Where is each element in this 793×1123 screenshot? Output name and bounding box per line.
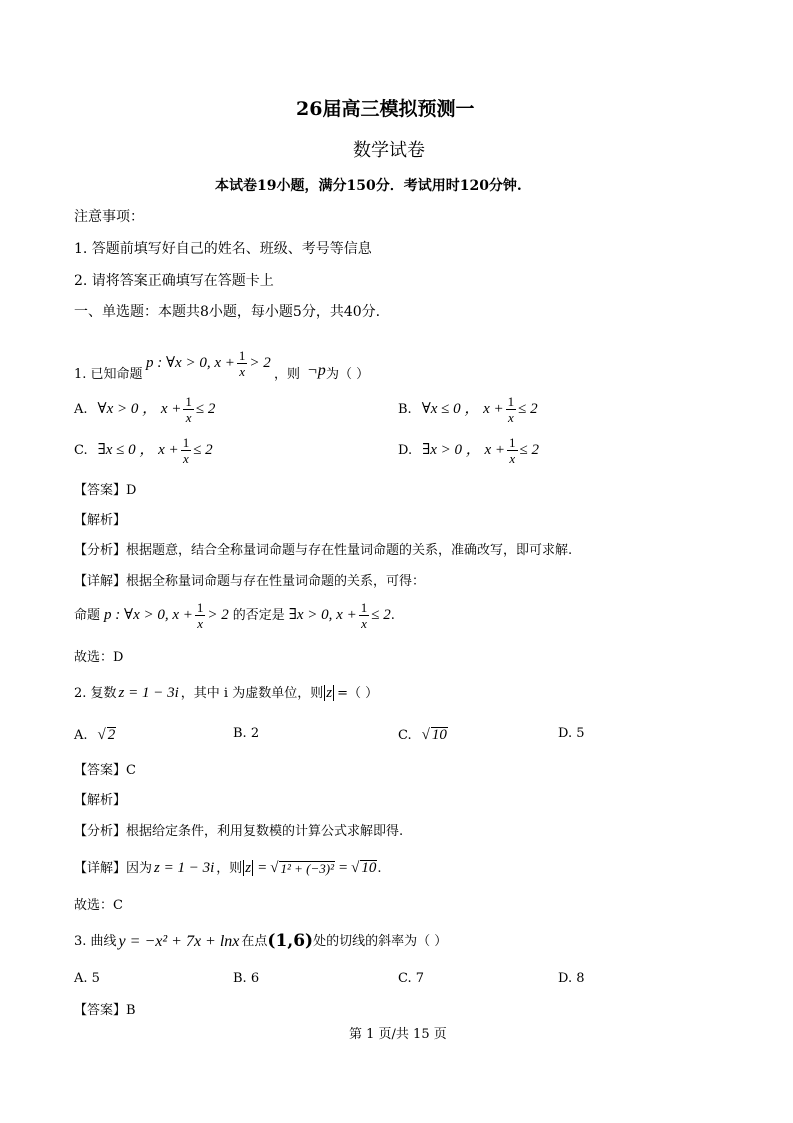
q1-choose: 故选：D (74, 650, 124, 665)
q1-xiangjie: 【详解】根据全称量词命题与存在性量词命题的关系，可得： (74, 574, 426, 589)
q1-option-b[interactable]: B. ∀x ≤ 0 ， x + $\frac{1}{x}$ ≤ 2 (398, 394, 538, 425)
q3-option-d[interactable]: D. 8 (558, 971, 585, 986)
q3-option-a[interactable]: A. 5 (74, 971, 100, 986)
fraction: $\frac{1}{x}$ (507, 394, 515, 425)
notice-item-1: 1. 答题前填写好自己的姓名、班级、考号等信息 (74, 241, 372, 257)
q2-analysis-label: 【解析】 (74, 793, 127, 808)
q1-stem-mid: ，则 (274, 367, 301, 382)
q2-answer: 【答案】C (74, 763, 136, 778)
q1-stem-prefix: 1. 已知命题 (74, 367, 143, 382)
q1-p-tail: > 2 (249, 355, 271, 371)
q2-xiangjie: 【详解】因为 z = 1 − 3i ，则 z = √ 1² + (−3)² = √ 10 . (74, 859, 382, 876)
section-heading: 一、单选题：本题共8小题，每小题5分，共40分. (74, 304, 381, 320)
fraction: $\frac{1}{x}$ (509, 435, 516, 466)
q1-analysis-label: 【解析】 (74, 513, 127, 528)
fraction: $\frac{1}{x}$ (182, 435, 190, 466)
question-2-stem: 2. 复数 z = 1 − 3i ，其中 i 为虚数单位，则 z =（ ） (74, 684, 379, 701)
q2-option-b[interactable]: B. 2 (233, 726, 260, 741)
q1-answer: 【答案】D (74, 483, 137, 498)
q2-choose: 故选：C (74, 898, 123, 913)
q1-proposition (146, 349, 271, 378)
q2-option-c[interactable]: C. √ 10 (398, 726, 447, 743)
q1-stem-end: 为（ ） (326, 367, 370, 382)
q3-option-b[interactable]: B. 6 (233, 971, 260, 986)
q2-option-a[interactable]: A. √ 2 (74, 726, 116, 743)
q2-fenxi: 【分析】根据给定条件，利用复数模的计算公式求解即得. (74, 824, 404, 839)
notice-heading: 注意事项： (74, 209, 144, 225)
question-3-stem: 3. 曲线 y = −x² + 7x + lnx 在点 (1,6) 处的切线的斜率为（ ） (74, 931, 448, 951)
page-footer: 第 1 页/共 15 页 (349, 1027, 447, 1042)
notice-item-2: 2. 请将答案正确填写在答题卡上 (74, 273, 274, 289)
q2-option-d[interactable]: D. 5 (558, 726, 585, 741)
fraction: $\frac{1}{x}$ (196, 600, 204, 631)
q1-option-c[interactable]: C. ∃x ≤ 0 ， x + $\frac{1}{x}$ ≤ 2 (74, 435, 213, 466)
q3-option-c[interactable]: C. 7 (398, 971, 425, 986)
q1-option-d[interactable]: D. ∃x > 0 ， x + $\frac{1}{x}$ ≤ 2 (398, 435, 540, 466)
q1-negation-line: 命题 p : ∀x > 0, x + $\frac{1}{x}$ > 2 的否定是 ∃x > 0, x + $\frac{1}{x}$ ≤ 2 . (74, 600, 395, 631)
q1-option-a[interactable]: A. ∀x > 0 ， x + $\frac{1}{x}$ ≤ 2 (74, 394, 216, 425)
exam-subtitle: 数学试卷 (353, 140, 425, 161)
q1-neg-p: ¬p (307, 362, 326, 379)
q3-answer: 【答案】B (74, 1003, 136, 1018)
exam-title: 26届高三模拟预测一 (296, 98, 475, 120)
fraction: $\frac{1}{x}$ (360, 600, 368, 631)
fraction: $\frac{1}{x}$ (185, 394, 192, 425)
exam-info: 本试卷19小题，满分150分．考试用时120分钟. (215, 178, 522, 194)
fraction: $\frac{1}{x}$ (238, 348, 246, 379)
q1-p-expr: p : ∀x > 0, x + (146, 355, 235, 371)
q1-fenxi: 【分析】根据题意，结合全称量词命题与存在性量词命题的关系，准确改写，即可求解. (74, 543, 573, 558)
